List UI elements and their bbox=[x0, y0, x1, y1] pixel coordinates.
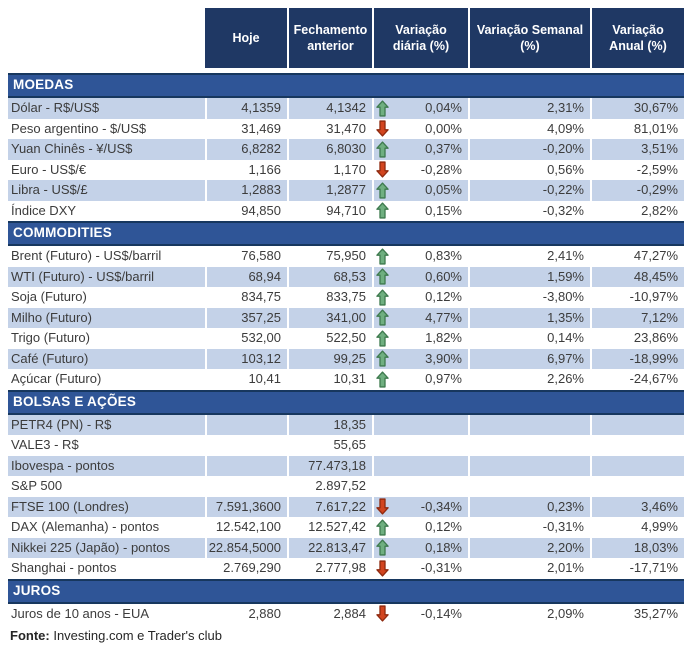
up-arrow-icon bbox=[376, 141, 389, 158]
variacao-diaria-value: 0,15% bbox=[425, 202, 462, 218]
cell-variacao-semanal bbox=[468, 476, 590, 497]
up-arrow-icon bbox=[376, 539, 389, 556]
cell-fechamento-anterior: 2.777,98 bbox=[287, 558, 372, 579]
row-label: Café (Futuro) bbox=[8, 349, 205, 370]
table-row bbox=[8, 604, 684, 625]
section-header-commodities: COMMODITIES bbox=[8, 221, 684, 246]
cell-hoje: 22.854,5000 bbox=[205, 538, 287, 559]
variacao-diaria-value: -0,28% bbox=[420, 161, 462, 177]
cell-fechamento-anterior: 55,65 bbox=[287, 435, 372, 456]
cell-fechamento-anterior: 2,884 bbox=[287, 604, 372, 625]
table-row bbox=[8, 538, 684, 559]
row-label: PETR4 (PN) - R$ bbox=[8, 415, 205, 436]
cell-hoje: 2.769,290 bbox=[205, 558, 287, 579]
row-label: Libra - US$/£ bbox=[8, 180, 205, 201]
cell-variacao-diaria bbox=[372, 119, 468, 140]
cell-variacao-diaria bbox=[372, 435, 468, 456]
row-label: Açúcar (Futuro) bbox=[11, 371, 102, 386]
cell-variacao-anual: 3,46% bbox=[590, 497, 684, 518]
cell-variacao-diaria bbox=[372, 98, 468, 119]
arrow-slot bbox=[374, 182, 390, 199]
row-label: Peso argentino - $/US$ bbox=[11, 120, 147, 136]
cell-fechamento-anterior: 31,470 bbox=[287, 119, 372, 140]
up-arrow-icon bbox=[376, 371, 389, 388]
variacao-diaria-value: 0,12% bbox=[425, 289, 462, 304]
table-row bbox=[8, 267, 684, 288]
cell-variacao-diaria bbox=[372, 180, 468, 201]
table-row bbox=[8, 456, 684, 477]
cell-variacao-anual bbox=[590, 415, 684, 436]
cell-fechamento-anterior: 1,2877 bbox=[287, 180, 372, 201]
row-label: Brent (Futuro) - US$/barril bbox=[11, 248, 162, 263]
table-row bbox=[8, 415, 684, 436]
down-arrow-icon bbox=[376, 560, 389, 577]
cell-variacao-semanal: -3,80% bbox=[468, 287, 590, 308]
cell-variacao-anual bbox=[590, 456, 684, 477]
cell-variacao-diaria bbox=[372, 456, 468, 477]
cell-fechamento-anterior: 2.897,52 bbox=[287, 476, 372, 497]
cell-variacao-semanal: -0,20% bbox=[468, 139, 590, 160]
variacao-diaria-value: -0,14% bbox=[420, 605, 462, 621]
table-row bbox=[8, 308, 684, 329]
column-header-variacao-diaria: Variação diária (%) bbox=[372, 8, 468, 68]
up-arrow-icon bbox=[376, 289, 389, 306]
cell-variacao-diaria bbox=[372, 308, 468, 329]
section-header-juros: JUROS bbox=[8, 579, 684, 604]
cell-variacao-diaria bbox=[372, 476, 468, 497]
cell-variacao-semanal: 2,26% bbox=[468, 369, 590, 390]
cell-variacao-anual: 35,27% bbox=[590, 604, 684, 625]
variacao-diaria-value: 0,37% bbox=[425, 141, 462, 156]
cell-variacao-anual: -10,97% bbox=[590, 287, 684, 308]
corner-cell bbox=[8, 8, 205, 68]
up-arrow-icon bbox=[376, 202, 389, 219]
up-arrow-icon bbox=[376, 330, 389, 347]
cell-variacao-semanal: 0,23% bbox=[468, 497, 590, 518]
row-label: S&P 500 bbox=[11, 478, 63, 493]
column-header-variacao-semanal: Variação Semanal (%) bbox=[468, 8, 590, 68]
cell-variacao-semanal bbox=[468, 415, 590, 436]
cell-variacao-semanal: 1,59% bbox=[468, 267, 590, 288]
cell-variacao-anual: 3,51% bbox=[590, 139, 684, 160]
cell-variacao-semanal: 2,31% bbox=[468, 98, 590, 119]
variacao-diaria-value: 0,04% bbox=[425, 100, 462, 115]
arrow-slot bbox=[374, 560, 390, 577]
cell-variacao-diaria bbox=[372, 287, 468, 308]
column-header-fechamento-anterior: Fechamento anterior bbox=[287, 8, 372, 68]
source-note bbox=[8, 626, 684, 646]
cell-variacao-diaria bbox=[372, 201, 468, 222]
arrow-slot bbox=[374, 498, 390, 515]
cell-variacao-anual: -0,29% bbox=[590, 180, 684, 201]
table-row bbox=[8, 139, 684, 160]
table-row bbox=[8, 246, 684, 267]
cell-variacao-semanal: 2,20% bbox=[468, 538, 590, 559]
cell-variacao-semanal: 6,97% bbox=[468, 349, 590, 370]
down-arrow-icon bbox=[376, 161, 389, 178]
row-label: Índice DXY bbox=[11, 202, 77, 218]
cell-variacao-diaria bbox=[372, 497, 468, 518]
arrow-slot bbox=[374, 161, 390, 178]
row-label: Trigo (Futuro) bbox=[11, 330, 90, 345]
cell-variacao-diaria bbox=[372, 246, 468, 267]
cell-hoje: 2,880 bbox=[205, 604, 287, 625]
table-body bbox=[8, 73, 684, 624]
table-row bbox=[8, 476, 684, 497]
source-note-text: Investing.com e Trader's club bbox=[49, 628, 223, 643]
cell-fechamento-anterior: 6,8030 bbox=[287, 139, 372, 160]
cell-variacao-semanal: -0,22% bbox=[468, 180, 590, 201]
cell-variacao-diaria bbox=[372, 538, 468, 559]
section-header-bolsas-e-acoes: BOLSAS E AÇÕES bbox=[8, 390, 684, 415]
row-label: VALE3 - R$ bbox=[11, 437, 79, 452]
cell-variacao-anual: 30,67% bbox=[590, 98, 684, 119]
variacao-diaria-value: 0,12% bbox=[425, 519, 462, 534]
cell-variacao-diaria bbox=[372, 517, 468, 538]
cell-hoje: 31,469 bbox=[205, 119, 287, 140]
cell-variacao-anual: 47,27% bbox=[590, 246, 684, 267]
arrow-slot bbox=[374, 268, 390, 285]
cell-variacao-semanal: 4,09% bbox=[468, 119, 590, 140]
table-row bbox=[8, 517, 684, 538]
arrow-slot bbox=[374, 202, 390, 219]
arrow-slot bbox=[374, 371, 390, 388]
arrow-slot bbox=[374, 289, 390, 306]
table-row bbox=[8, 328, 684, 349]
cell-variacao-diaria bbox=[372, 139, 468, 160]
table-row bbox=[8, 349, 684, 370]
row-label: Dólar - R$/US$ bbox=[8, 98, 205, 119]
arrow-slot bbox=[374, 141, 390, 158]
cell-hoje: 834,75 bbox=[205, 287, 287, 308]
table-row bbox=[8, 435, 684, 456]
variacao-diaria-value: 0,60% bbox=[425, 268, 462, 284]
arrow-slot bbox=[374, 330, 390, 347]
cell-fechamento-anterior: 833,75 bbox=[287, 287, 372, 308]
cell-fechamento-anterior: 75,950 bbox=[287, 246, 372, 267]
up-arrow-icon bbox=[376, 268, 389, 285]
cell-variacao-anual: -17,71% bbox=[590, 558, 684, 579]
cell-hoje: 357,25 bbox=[205, 308, 287, 329]
table-row bbox=[8, 180, 684, 201]
cell-variacao-semanal: -0,31% bbox=[468, 517, 590, 538]
row-label: WTI (Futuro) - US$/barril bbox=[8, 267, 205, 288]
down-arrow-icon bbox=[376, 498, 389, 515]
variacao-diaria-value: 0,05% bbox=[425, 182, 462, 197]
cell-variacao-anual: 7,12% bbox=[590, 308, 684, 329]
cell-variacao-diaria bbox=[372, 349, 468, 370]
table-row bbox=[8, 287, 684, 308]
up-arrow-icon bbox=[376, 100, 389, 117]
cell-variacao-anual bbox=[590, 476, 684, 497]
cell-fechamento-anterior: 10,31 bbox=[287, 369, 372, 390]
cell-hoje: 76,580 bbox=[205, 246, 287, 267]
cell-variacao-anual: 23,86% bbox=[590, 328, 684, 349]
cell-hoje bbox=[205, 435, 287, 456]
table-row bbox=[8, 369, 684, 390]
cell-variacao-anual: 48,45% bbox=[590, 267, 684, 288]
cell-variacao-semanal: 2,41% bbox=[468, 246, 590, 267]
table-row bbox=[8, 201, 684, 222]
up-arrow-icon bbox=[376, 309, 389, 326]
row-label: DAX (Alemanha) - pontos bbox=[11, 519, 160, 534]
variacao-diaria-value: 1,82% bbox=[425, 330, 462, 345]
arrow-slot bbox=[374, 519, 390, 536]
cell-hoje: 12.542,100 bbox=[205, 517, 287, 538]
cell-fechamento-anterior: 7.617,22 bbox=[287, 497, 372, 518]
table-row bbox=[8, 98, 684, 119]
cell-fechamento-anterior: 1,170 bbox=[287, 160, 372, 181]
variacao-diaria-value: -0,34% bbox=[420, 498, 462, 514]
cell-variacao-semanal: -0,32% bbox=[468, 201, 590, 222]
cell-variacao-semanal: 2,01% bbox=[468, 558, 590, 579]
up-arrow-icon bbox=[376, 519, 389, 536]
cell-variacao-anual: -24,67% bbox=[590, 369, 684, 390]
table-row bbox=[8, 497, 684, 518]
cell-fechamento-anterior: 99,25 bbox=[287, 349, 372, 370]
table-row bbox=[8, 558, 684, 579]
row-label: FTSE 100 (Londres) bbox=[8, 497, 205, 518]
cell-variacao-diaria bbox=[372, 415, 468, 436]
row-label: Euro - US$/€ bbox=[11, 161, 87, 177]
cell-variacao-semanal: 2,09% bbox=[468, 604, 590, 625]
variacao-diaria-value: 0,18% bbox=[425, 539, 462, 555]
arrow-slot bbox=[374, 350, 390, 367]
down-arrow-icon bbox=[376, 120, 389, 137]
row-label: Juros de 10 anos - EUA bbox=[11, 605, 150, 621]
row-label: Yuan Chinês - ¥/US$ bbox=[8, 139, 205, 160]
cell-hoje: 1,166 bbox=[205, 160, 287, 181]
cell-hoje: 94,850 bbox=[205, 201, 287, 222]
cell-fechamento-anterior: 18,35 bbox=[287, 415, 372, 436]
cell-fechamento-anterior: 94,710 bbox=[287, 201, 372, 222]
row-label: Nikkei 225 (Japão) - pontos bbox=[8, 538, 205, 559]
table-row bbox=[8, 160, 684, 181]
row-label: Shanghai - pontos bbox=[11, 560, 117, 575]
cell-variacao-anual: 2,82% bbox=[590, 201, 684, 222]
cell-fechamento-anterior: 22.813,47 bbox=[287, 538, 372, 559]
arrow-slot bbox=[374, 100, 390, 117]
cell-fechamento-anterior: 522,50 bbox=[287, 328, 372, 349]
table-row bbox=[8, 119, 684, 140]
arrow-slot bbox=[374, 309, 390, 326]
cell-variacao-diaria bbox=[372, 328, 468, 349]
arrow-slot bbox=[374, 539, 390, 556]
cell-variacao-semanal: 1,35% bbox=[468, 308, 590, 329]
cell-hoje: 4,1359 bbox=[205, 98, 287, 119]
cell-variacao-diaria bbox=[372, 604, 468, 625]
cell-hoje: 103,12 bbox=[205, 349, 287, 370]
variacao-diaria-value: 3,90% bbox=[425, 350, 462, 366]
row-label: Soja (Futuro) bbox=[11, 289, 87, 304]
cell-hoje bbox=[205, 415, 287, 436]
cell-variacao-semanal bbox=[468, 456, 590, 477]
row-label: Ibovespa - pontos bbox=[8, 456, 205, 477]
cell-variacao-anual: 18,03% bbox=[590, 538, 684, 559]
cell-variacao-diaria bbox=[372, 160, 468, 181]
cell-variacao-anual: -18,99% bbox=[590, 349, 684, 370]
cell-variacao-diaria bbox=[372, 558, 468, 579]
cell-hoje bbox=[205, 476, 287, 497]
variacao-diaria-value: 0,83% bbox=[425, 248, 462, 263]
cell-variacao-diaria bbox=[372, 267, 468, 288]
cell-fechamento-anterior: 12.527,42 bbox=[287, 517, 372, 538]
section-header-moedas: MOEDAS bbox=[8, 73, 684, 98]
cell-fechamento-anterior: 77.473,18 bbox=[287, 456, 372, 477]
cell-variacao-anual: -2,59% bbox=[590, 160, 684, 181]
cell-variacao-diaria bbox=[372, 369, 468, 390]
arrow-slot bbox=[374, 120, 390, 137]
arrow-slot bbox=[374, 605, 390, 622]
cell-fechamento-anterior: 4,1342 bbox=[287, 98, 372, 119]
cell-variacao-anual: 81,01% bbox=[590, 119, 684, 140]
cell-variacao-semanal: 0,14% bbox=[468, 328, 590, 349]
cell-hoje: 10,41 bbox=[205, 369, 287, 390]
cell-variacao-anual bbox=[590, 435, 684, 456]
up-arrow-icon bbox=[376, 248, 389, 265]
cell-hoje bbox=[205, 456, 287, 477]
cell-variacao-semanal bbox=[468, 435, 590, 456]
variacao-diaria-value: 0,97% bbox=[425, 371, 462, 386]
variacao-diaria-value: -0,31% bbox=[420, 560, 462, 575]
cell-fechamento-anterior: 341,00 bbox=[287, 308, 372, 329]
cell-hoje: 1,2883 bbox=[205, 180, 287, 201]
row-label: Milho (Futuro) bbox=[8, 308, 205, 329]
cell-hoje: 68,94 bbox=[205, 267, 287, 288]
column-header-row bbox=[8, 8, 684, 68]
arrow-slot bbox=[374, 248, 390, 265]
column-header-hoje: Hoje bbox=[205, 8, 287, 68]
variacao-diaria-value: 4,77% bbox=[425, 309, 462, 325]
column-header-variacao-anual: Variação Anual (%) bbox=[590, 8, 684, 68]
cell-hoje: 6,8282 bbox=[205, 139, 287, 160]
cell-hoje: 532,00 bbox=[205, 328, 287, 349]
cell-variacao-semanal: 0,56% bbox=[468, 160, 590, 181]
cell-variacao-anual: 4,99% bbox=[590, 517, 684, 538]
cell-hoje: 7.591,3600 bbox=[205, 497, 287, 518]
down-arrow-icon bbox=[376, 605, 389, 622]
source-note-label: Fonte: bbox=[10, 628, 50, 643]
variacao-diaria-value: 0,00% bbox=[425, 120, 462, 136]
up-arrow-icon bbox=[376, 182, 389, 199]
cell-fechamento-anterior: 68,53 bbox=[287, 267, 372, 288]
up-arrow-icon bbox=[376, 350, 389, 367]
